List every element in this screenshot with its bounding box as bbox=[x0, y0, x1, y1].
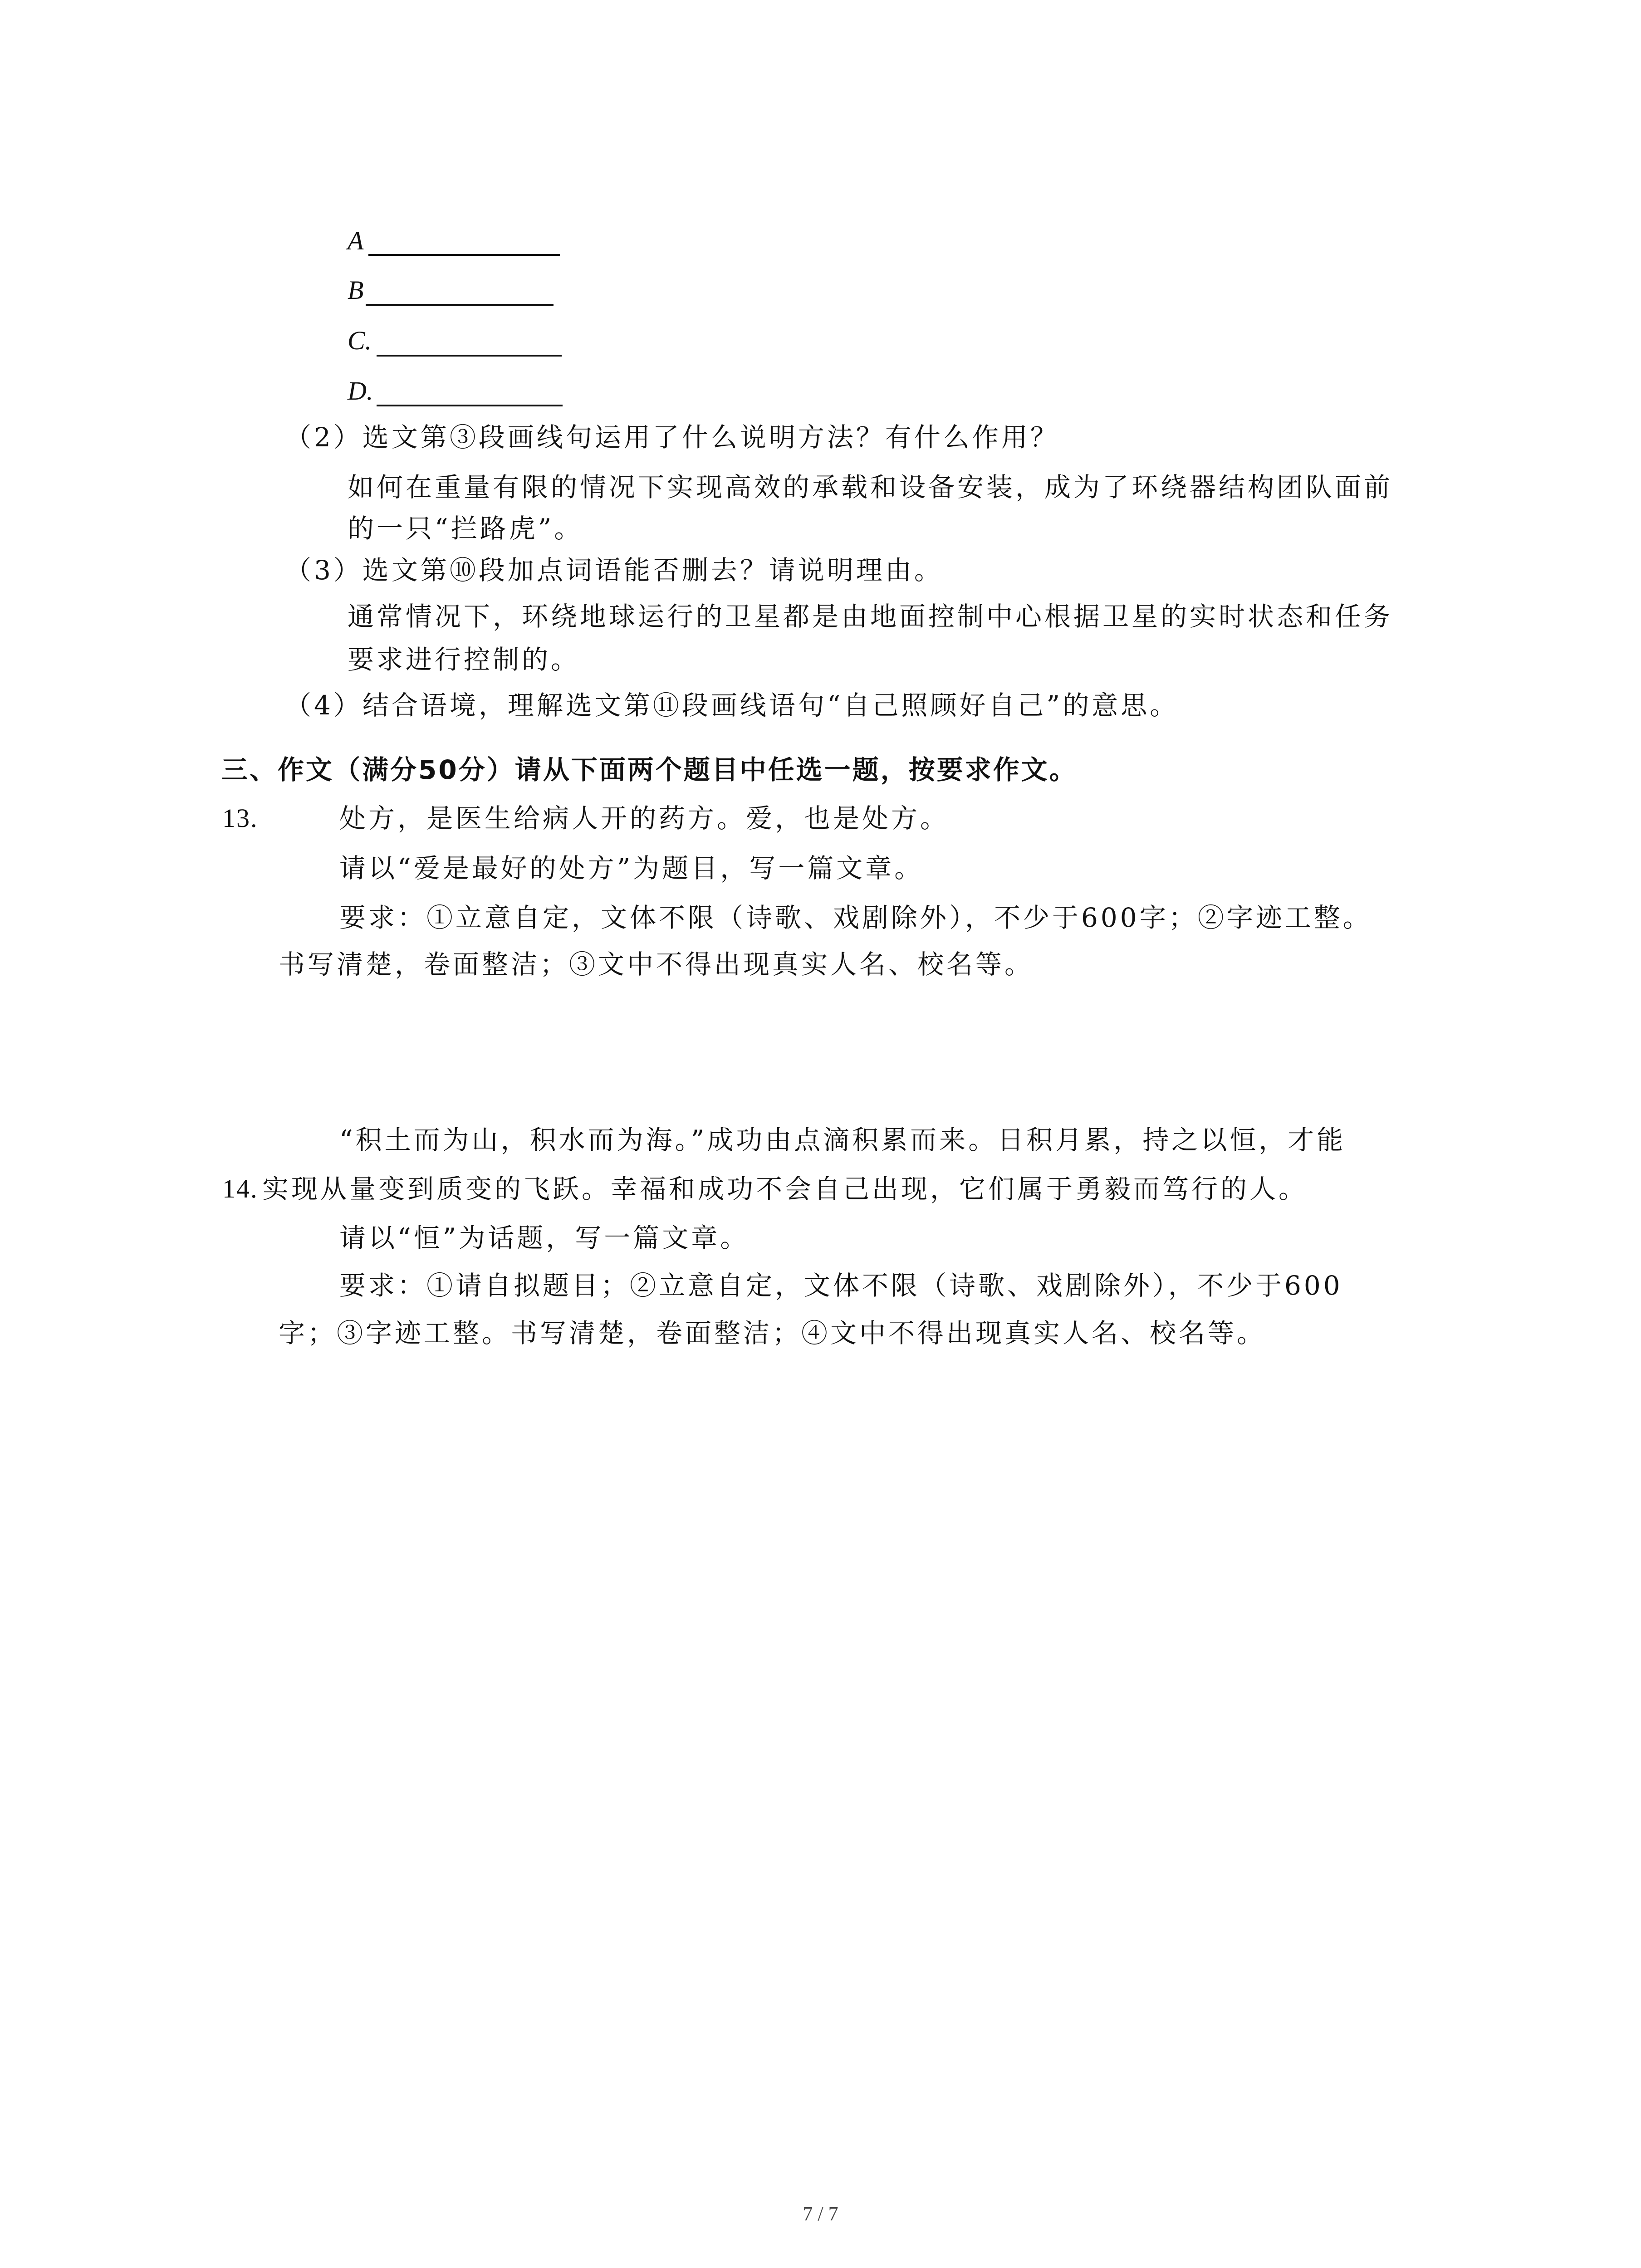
option-d-label: D. bbox=[348, 376, 373, 406]
question-14-line-3: 请以“恒”为话题，写一篇文章。 bbox=[339, 1222, 749, 1253]
question-14-requirements-line-1: 要求：①请自拟题目；②立意自定，文体不限（诗歌、戏剧除外），不少于600 bbox=[339, 1270, 1343, 1301]
page-number: 7 / 7 bbox=[803, 2203, 838, 2225]
question-14-number: 14. bbox=[222, 1174, 258, 1203]
option-b-answer-blank[interactable] bbox=[366, 304, 554, 306]
option-a-label: A bbox=[348, 226, 364, 255]
option-c-label: C. bbox=[348, 326, 372, 355]
sub-question-2: （2）选文第③段画线句运用了什么说明方法？有什么作用？ bbox=[285, 422, 1059, 453]
sub-question-4: （4）结合语境，理解选文第⑪段画线语句“自己照顾好自己”的意思。 bbox=[285, 690, 1179, 721]
question-14-line-2: 实现从量变到质变的飞跃。幸福和成功不会自己出现，它们属于勇毅而笃行的人。 bbox=[262, 1173, 1308, 1204]
sub-question-2-quote-line-2: 的一只“拦路虎”。 bbox=[348, 513, 583, 544]
question-13-requirements-line-1: 要求：①立意自定，文体不限（诗歌、戏剧除外），不少于600字；②字迹工整。 bbox=[339, 902, 1372, 933]
section-3-heading: 三、作文（满分50分）请从下面两个题目中任选一题，按要求作文。 bbox=[221, 754, 1078, 785]
option-a-answer-blank[interactable] bbox=[368, 254, 560, 256]
question-14-requirements-line-2: 字；③字迹工整。书写清楚，卷面整洁；④文中不得出现真实人名、校名等。 bbox=[279, 1318, 1266, 1349]
sub-question-3-quote-line-1: 通常情况下，环绕地球运行的卫星都是由地面控制中心根据卫星的实时状态和任务 bbox=[348, 601, 1393, 632]
question-13-number: 13. bbox=[222, 803, 258, 833]
sub-question-2-quote-line-1: 如何在重量有限的情况下实现高效的承载和设备安装，成为了环绕器结构团队面前 bbox=[348, 472, 1393, 503]
option-d-answer-blank[interactable] bbox=[377, 405, 563, 406]
question-13-line-1: 处方，是医生给病人开的药方。爱，也是处方。 bbox=[339, 803, 950, 834]
sub-question-3-quote-line-2: 要求进行控制的。 bbox=[348, 644, 580, 675]
question-13-requirements-line-2: 书写清楚，卷面整洁；③文中不得出现真实人名、校名等。 bbox=[279, 949, 1034, 980]
sub-question-3: （3）选文第⑩段加点词语能否删去？请说明理由。 bbox=[285, 555, 943, 586]
option-b-label: B bbox=[348, 275, 364, 305]
question-13-line-2: 请以“爱是最好的处方”为题目，写一篇文章。 bbox=[339, 853, 924, 884]
option-c-answer-blank[interactable] bbox=[377, 355, 562, 357]
question-14-line-1: “积土而为山，积水而为海。”成功由点滴积累而来。日积月累，持之以恒，才能 bbox=[339, 1124, 1346, 1155]
